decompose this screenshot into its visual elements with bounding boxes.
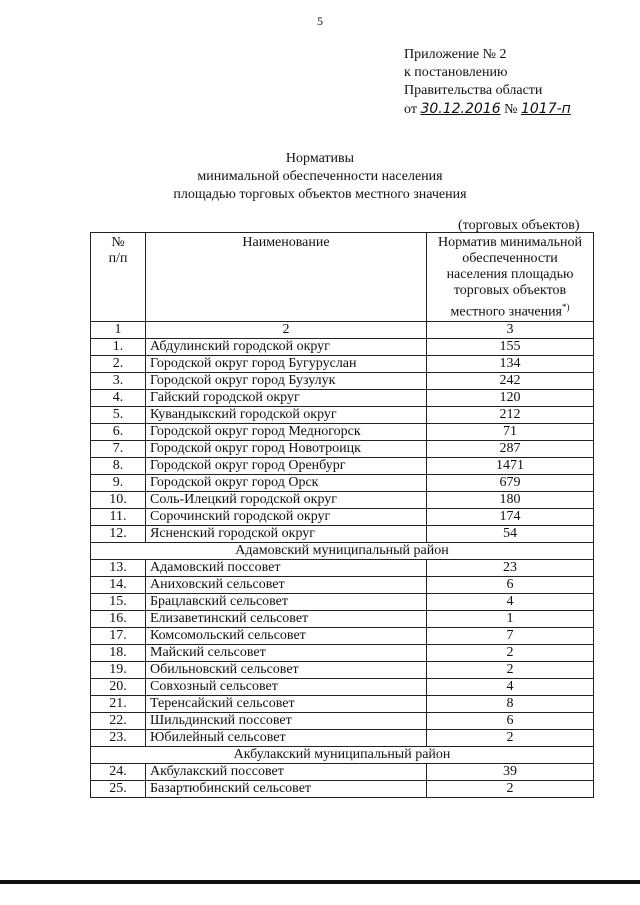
row-value: 212 (427, 406, 594, 423)
table-row (91, 355, 594, 372)
row-number: 11. (91, 508, 146, 525)
row-number: 13. (91, 559, 146, 576)
row-number: 22. (91, 712, 146, 729)
row-value: 4 (427, 593, 594, 610)
row-value: 679 (427, 474, 594, 491)
row-value: 2 (427, 780, 594, 797)
row-name: Комсомольский сельсовет (146, 627, 427, 644)
row-name: Городской округ город Медногорск (146, 423, 427, 440)
header-name (146, 233, 427, 322)
row-value: 2 (427, 729, 594, 746)
row-name: Городской округ город Новотроицк (146, 440, 427, 457)
row-name: Обильновский сельсовет (146, 661, 427, 678)
header-norm-footnote-mark: *) (562, 302, 570, 312)
row-value: 6 (427, 576, 594, 593)
row-name: Кувандыкский городской округ (146, 406, 427, 423)
table-row (91, 627, 594, 644)
row-number: 7. (91, 440, 146, 457)
table-row (91, 525, 594, 542)
handwritten-date: 30.12.2016 (420, 101, 501, 117)
row-name: Майский сельсовет (146, 644, 427, 661)
row-value: 242 (427, 372, 594, 389)
table-row (91, 372, 594, 389)
row-name: Юбилейный сельсовет (146, 729, 427, 746)
row-number: 20. (91, 678, 146, 695)
row-number: 12. (91, 525, 146, 542)
document-title (0, 150, 640, 204)
row-number: 9. (91, 474, 146, 491)
section-title: Акбулакский муниципальный район (91, 746, 594, 763)
table-header-row (91, 233, 594, 322)
row-value: 2 (427, 644, 594, 661)
page-bottom-edge (0, 880, 640, 884)
row-number: 19. (91, 661, 146, 678)
section-title: Адамовский муниципальный район (91, 542, 594, 559)
row-number: 1. (91, 338, 146, 355)
table-body (91, 338, 594, 797)
date-prefix: от (404, 102, 417, 117)
row-name: Ясненский городской округ (146, 525, 427, 542)
header-number (91, 233, 146, 322)
row-value: 287 (427, 440, 594, 457)
table-row (91, 695, 594, 712)
row-name: Елизаветинский сельсовет (146, 610, 427, 627)
number-prefix: № (504, 102, 518, 117)
table-row (91, 661, 594, 678)
row-number: 4. (91, 389, 146, 406)
table-row (91, 406, 594, 423)
row-value: 1471 (427, 457, 594, 474)
row-number: 6. (91, 423, 146, 440)
row-value: 54 (427, 525, 594, 542)
appendix-line-3: Правительства области (404, 83, 543, 98)
table-row (91, 678, 594, 695)
row-value: 39 (427, 763, 594, 780)
row-value: 23 (427, 559, 594, 576)
row-name: Городской округ город Бугуруслан (146, 355, 427, 372)
row-number: 23. (91, 729, 146, 746)
row-number: 15. (91, 593, 146, 610)
title-line-1: Нормативы (285, 151, 355, 166)
header-name-text: Наименование (242, 235, 330, 250)
row-number: 14. (91, 576, 146, 593)
row-name: Гайский городской округ (146, 389, 427, 406)
row-name: Базартюбинский сельсовет (146, 780, 427, 797)
row-number: 2. (91, 355, 146, 372)
row-value: 174 (427, 508, 594, 525)
row-name: Теренсайский сельсовет (146, 695, 427, 712)
row-number: 17. (91, 627, 146, 644)
header-norm (427, 233, 594, 322)
row-name: Акбулакский поссовет (146, 763, 427, 780)
header-norm-text: Норматив минимальной обеспеченности населения площадью торговых объектов местного значения (437, 235, 583, 320)
appendix-header (404, 46, 571, 119)
table-row (91, 474, 594, 491)
handwritten-number: 1017-п (520, 101, 571, 117)
row-number: 8. (91, 457, 146, 474)
table-row (91, 457, 594, 474)
table-row (91, 389, 594, 406)
row-value: 1 (427, 610, 594, 627)
table-row (91, 338, 594, 355)
table-row (91, 440, 594, 457)
row-name: Адамовский поссовет (146, 559, 427, 576)
table-row (91, 780, 594, 797)
column-numbers-row (91, 321, 594, 338)
column-number: 3 (427, 321, 594, 338)
row-number: 5. (91, 406, 146, 423)
row-name: Соль-Илецкий городской округ (146, 491, 427, 508)
column-number: 2 (146, 321, 427, 338)
section-row (91, 746, 594, 763)
table-row (91, 559, 594, 576)
table-row (91, 423, 594, 440)
row-name: Аниховский сельсовет (146, 576, 427, 593)
row-name: Городской округ город Бузулук (146, 372, 427, 389)
appendix-date-line (404, 100, 571, 119)
row-number: 3. (91, 372, 146, 389)
norms-table (90, 232, 594, 798)
row-name: Абдулинский городской округ (146, 338, 427, 355)
row-name: Сорочинский городской округ (146, 508, 427, 525)
table-row (91, 610, 594, 627)
row-name: Совхозный сельсовет (146, 678, 427, 695)
table-row (91, 508, 594, 525)
row-value: 180 (427, 491, 594, 508)
row-number: 16. (91, 610, 146, 627)
row-name: Брацлавский сельсовет (146, 593, 427, 610)
table-row (91, 729, 594, 746)
row-number: 21. (91, 695, 146, 712)
row-value: 155 (427, 338, 594, 355)
row-number: 18. (91, 644, 146, 661)
page-number: 5 (317, 14, 323, 28)
units-note: (торговых объектов) (458, 218, 580, 233)
title-line-2: минимальной обеспеченности населения (197, 169, 443, 184)
row-value: 6 (427, 712, 594, 729)
table-row (91, 644, 594, 661)
table-row (91, 712, 594, 729)
row-number: 24. (91, 763, 146, 780)
row-value: 8 (427, 695, 594, 712)
appendix-line-1: Приложение № 2 (404, 47, 507, 62)
table-row (91, 576, 594, 593)
row-value: 4 (427, 678, 594, 695)
row-name: Городской округ город Орск (146, 474, 427, 491)
column-number: 1 (91, 321, 146, 338)
table-row (91, 491, 594, 508)
title-line-3: площадью торговых объектов местного значения (173, 187, 467, 202)
table-row (91, 763, 594, 780)
row-value: 134 (427, 355, 594, 372)
row-value: 120 (427, 389, 594, 406)
table-row (91, 593, 594, 610)
row-value: 7 (427, 627, 594, 644)
row-name: Городской округ город Оренбург (146, 457, 427, 474)
appendix-line-2: к постановлению (404, 65, 508, 80)
row-number: 25. (91, 780, 146, 797)
row-value: 2 (427, 661, 594, 678)
row-number: 10. (91, 491, 146, 508)
row-name: Шильдинский поссовет (146, 712, 427, 729)
row-value: 71 (427, 423, 594, 440)
header-number-text: № п/п (108, 235, 128, 266)
section-row (91, 542, 594, 559)
